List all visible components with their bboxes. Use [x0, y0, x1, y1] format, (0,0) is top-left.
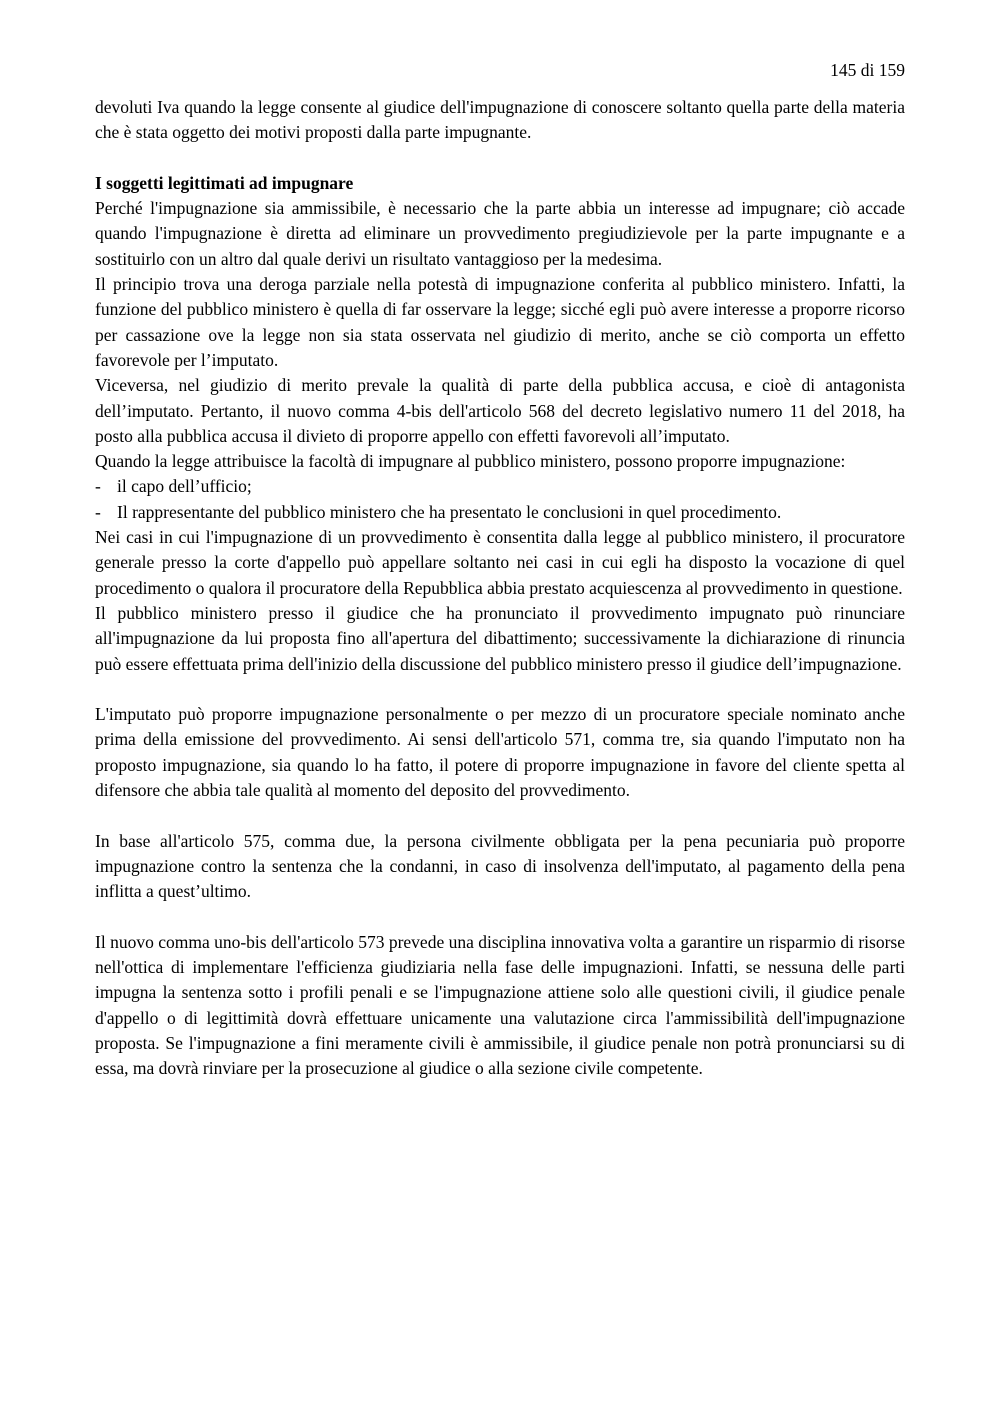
paragraph-deroga: Il principio trova una deroga parziale nella potestà di impugnazione conferita al pubblico ministero. Infatti, la funzione del pubblico ministero è quella di far osservare la legge; sicché egli può avere interesse a proporre ricorso per cassazione ove la legge non sia stata osservata nel giudizio di merito, anche se ciò comporta un effetto favorevole per l’imputato.	[95, 274, 905, 370]
paragraph-articolo-573: Il nuovo comma uno-bis dell'articolo 573 prevede una disciplina innovativa volta a garantire un risparmio di risorse nell'ottica di implementare l'efficienza giudiziaria nella fase delle impugnazioni. Infatti, se nessuna delle parti impugna la sentenza sotto i profili penali e se l'impugnazione attiene solo alle questioni civili, il giudice penale d'appello o di legittimità dovrà effettuare unicamente una valutazione circa l'ammissibilità dell'impugnazione proposta. Se l'impugnazione a fini meramente civili è ammissibile, il giudice penale non potrà pronunciarsi su di essa, ma dovrà rinviare per la prosecuzione al giudice o alla sezione civile competente.	[95, 931, 905, 1079]
bullet-mark: -	[95, 501, 101, 522]
page-number: 145 di 159	[830, 60, 905, 80]
paragraph-interesse: Perché l'impugnazione sia ammissibile, è necessario che la parte abbia un interesse ad impugnare; ciò accade quando l'impugnazione è diretta ad eliminare un provvedimento pregiudizievole per la parte impugnante e a sostituirlo con un altro dal quale derivi un risultato vantaggioso per la medesima.	[95, 198, 905, 269]
paragraph-rinuncia: Il pubblico ministero presso il giudice che ha pronunciato il provvedimento impugnato può rinunciare all'impugnazione da lui proposta fino all'apertura del dibattimento; successivamente la dichiarazione di rinuncia può essere effettuata prima dell'inizio della discussione del pubblico ministero presso il giudice dell’impugnazione.	[95, 602, 905, 674]
paragraph-viceversa: Viceversa, nel giudizio di merito prevale la qualità di parte della pubblica accusa, e cioè di antagonista dell’imputato. Pertanto, il nuovo comma 4-bis dell'articolo 568 del decreto legislativo numero 11 del 2018, ha posto alla pubblica accusa il divieto di proporre appello con effetti favorevoli all’imputato.	[95, 375, 905, 446]
paragraph-articolo-575: In base all'articolo 575, comma due, la persona civilmente obbligata per la pena pecuniaria può proporre impugnazione contro la sentenza che la condanni, in caso di insolvenza dell'imputato, al pagamento della pena inflitta a quest’ultimo.	[95, 830, 905, 902]
bullet-mark: -	[95, 476, 101, 497]
list-item	[95, 500, 905, 525]
paragraph-gap	[95, 677, 905, 702]
paragraph-intro: devoluti Iva quando la legge consente al giudice dell'impugnazione di conoscere soltanto quella parte della materia che è stata oggetto dei motivi proposti dalla parte impugnante.	[95, 97, 905, 143]
document-body	[95, 95, 905, 1082]
paragraph-imputato: L'imputato può proporre impugnazione personalmente o per mezzo di un procuratore speciale nominato anche prima della emissione del provvedimento. Ai sensi dell'articolo 571, comma tre, sia quando l'imputato non ha proposto impugnazione, sia quando lo ha fatto, il potere di proporre impugnazione in favore del cliente spetta al difensore che abbia tale qualità al momento del deposito del provvedimento.	[95, 704, 905, 801]
paragraph-gap	[95, 803, 905, 828]
list-item	[95, 474, 905, 499]
paragraph-gap	[95, 905, 905, 930]
paragraph-procuratore: Nei casi in cui l'impugnazione di un provvedimento è consentita dalla legge al pubblico ministero, il procuratore generale presso la corte d'appello può appellare soltanto nei casi in cui egli ha disposto la vocazione di quel procedimento o qualora il procuratore della Repubblica abbia prestato acquiescenza al provvedimento in questione.	[95, 527, 905, 598]
list-item-text: il capo dell’ufficio;	[117, 476, 252, 497]
list-item-text: Il rappresentante del pubblico ministero che ha presentato le conclusioni in quel procedimento.	[117, 501, 782, 522]
paragraph-gap	[95, 146, 905, 171]
paragraph-facolta: Quando la legge attribuisce la facoltà di impugnare al pubblico ministero, possono proporre impugnazione:	[95, 451, 846, 472]
section-heading: I soggetti legittimati ad impugnare	[95, 172, 354, 193]
